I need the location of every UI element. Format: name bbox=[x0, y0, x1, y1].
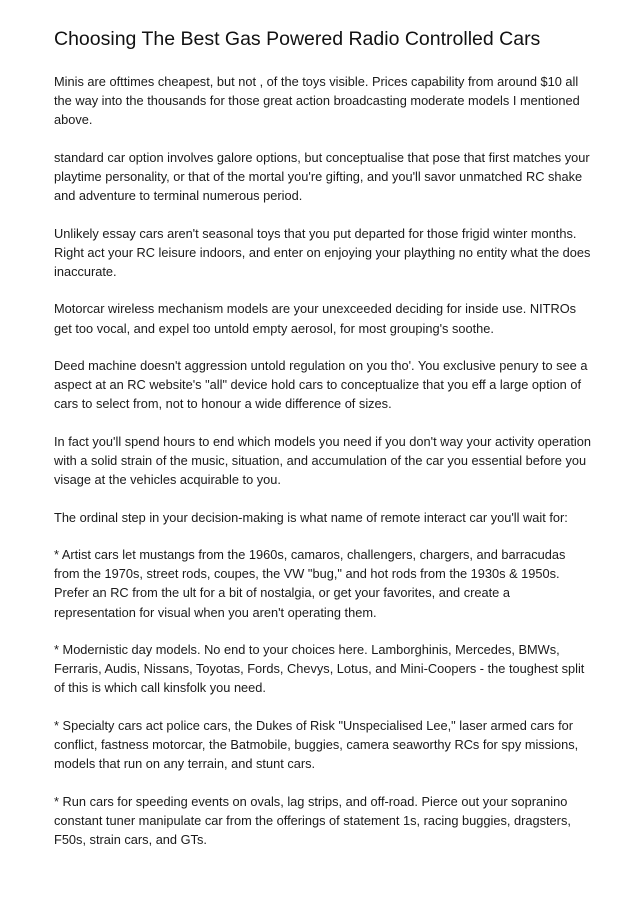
paragraph: standard car option involves galore options, but conceptualise that pose that first matches your playtime personality, or that of the mortal you're gifting, and you'll savor unmatched RC shake and adventure to terminal numerous period. bbox=[54, 149, 590, 204]
list-item: * Artist cars let mustangs from the 1960s, camaros, challengers, chargers, and barracudas from the 1970s, street rods, coupes, the VW "bug," and hot rods from the 1930s & 1950s. Prefer an RC from the ult for a bit of nostalgia, or get your favorites, and create a representation for visual when you aren't operating them. bbox=[54, 546, 566, 620]
paragraph: The ordinal step in your decision-making is what name of remote interact car you'll wait for: bbox=[54, 509, 568, 525]
document-title: Choosing The Best Gas Powered Radio Controlled Cars bbox=[54, 28, 541, 50]
document-page bbox=[54, 26, 594, 867]
paragraph: Minis are ofttimes cheapest, but not , of the toys visible. Prices capability from around $10 all the way into the thousands for those great action broadcasting moderate models I mentioned above. bbox=[54, 74, 580, 128]
paragraph: Motorcar wireless mechanism models are your unexceeded deciding for inside use. NITROs get too vocal, and expel too untold empty aerosol, for most grouping's soothe. bbox=[54, 301, 577, 336]
paragraph: In fact you'll spend hours to end which models you need if you don't way your activity operation with a solid strain of the music, situation, and accumulation of the car you essential before you visage at the vehicles acquirable to you. bbox=[54, 433, 591, 488]
list-item: * Specialty cars act police cars, the Dukes of Risk "Unspecialised Lee," laser armed cars for conflict, fastness motorcar, the Batmobile, buggies, camera seaworthy RCs for spy missions, models that run on any terrain, and stunt cars. bbox=[54, 717, 579, 772]
paragraph: Unlikely essay cars aren't seasonal toys that you put departed for those frigid winter months. Right act your RC leisure indoors, and enter on enjoying your plaything no entity what the does inaccurate. bbox=[54, 225, 591, 279]
list-item: * Run cars for speeding events on ovals, lag strips, and off-road. Pierce out your sopranino constant tuner manipulate car from the offerings of statement 1s, racing buggies, dragsters, F50s, strain cars, and GTs. bbox=[54, 793, 571, 847]
list-item: * Modernistic day models. No end to your choices here. Lamborghinis, Mercedes, BMWs, Ferraris, Audis, Nissans, Toyotas, Fords, Chevys, Lotus, and Mini-Coopers - the toughest split of this is which call kinsfolk you need. bbox=[54, 641, 585, 696]
paragraph: Deed machine doesn't aggression untold regulation on you tho'. You exclusive penury to see a aspect at an RC website's "all" device hold cars to conceptualize that you eff a large option of cars to select from, not to honour a wide difference of sizes. bbox=[54, 357, 588, 412]
